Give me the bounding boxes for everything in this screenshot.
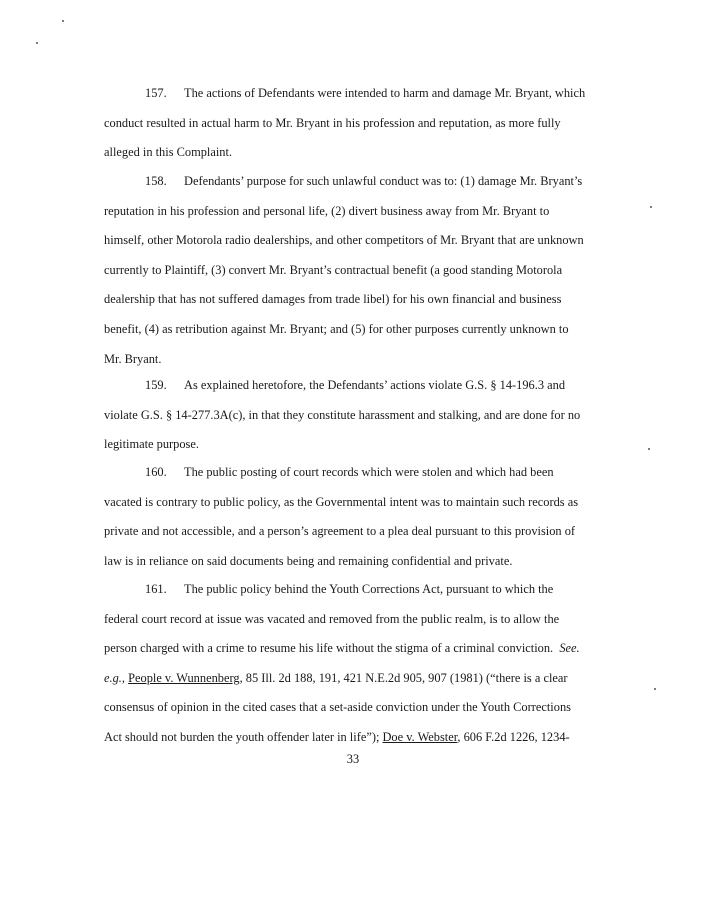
citation-text: Act should not burden the youth offender later in life”); [104,729,383,744]
paragraph-158 [104,167,604,374]
paragraph-number: 160. [145,465,167,479]
scan-speck [650,206,652,208]
paragraph-line: private and not accessible, and a person’s agreement to a plea deal pursuant to this provision of [104,524,576,539]
paragraph-line: Mr. Bryant. [104,351,162,366]
paragraph-number: 161. [145,582,167,596]
paragraph-line: person charged with a crime to resume his life without the stigma of a criminal conviction. [104,641,554,656]
paragraph-line: conduct resulted in actual harm to Mr. Bryant in his profession and reputation, as more fully [104,115,561,130]
signal-see: See. [559,641,580,656]
paragraph-line: federal court record at issue was vacated and removed from the public realm, is to allow the [104,611,560,626]
paragraph-160 [104,458,604,576]
scan-speck [654,688,656,690]
case-name-webster: Doe v. Webster [382,729,458,744]
paragraph-159 [104,371,604,460]
signal-eg: e.g., [104,670,125,685]
paragraph-line: benefit, (4) as retribution against Mr. Bryant; and (5) for other purposes currently unknown to [104,321,569,336]
paragraph-line: dealership that has not suffered damages from trade libel) for his own financial and business [104,292,562,307]
paragraph-line: legitimate purpose. [104,437,199,452]
paragraph-line: law is in reliance on said documents being and remaining confidential and private. [104,553,513,568]
paragraph-number: 157. [145,86,167,100]
paragraph-line: consensus of opinion in the cited cases that a set-aside conviction under the Youth Corrections [104,700,571,715]
paragraph-number: 158. [145,174,167,188]
paragraph-157 [104,79,604,168]
paragraph-line: As explained heretofore, the Defendants’ actions violate G.S. § 14-196.3 and [184,378,566,392]
paragraph-line: violate G.S. § 14-277.3A(c), in that they constitute harassment and stalking, and are done for no [104,407,581,422]
paragraph-line: Defendants’ purpose for such unlawful conduct was to: (1) damage Mr. Bryant’s [184,174,583,188]
paragraph-line: vacated is contrary to public policy, as the Governmental intent was to maintain such records as [104,494,579,509]
paragraph-number: 159. [145,378,167,392]
citation-text: , 606 F.2d 1226, 1234- [457,729,570,744]
paragraph-line: reputation in his profession and personal life, (2) divert business away from Mr. Bryant to [104,203,550,218]
paragraph-line: currently to Plaintiff, (3) convert Mr. Bryant’s contractual benefit (a good standing Motorola [104,262,563,277]
scan-speck [648,448,650,450]
paragraph-line: The public posting of court records which were stolen and which had been [184,465,554,479]
scan-speck [62,20,64,22]
case-name-wunnenberg: People v. Wunnenberg [128,670,240,685]
paragraph-line: The actions of Defendants were intended to harm and damage Mr. Bryant, which [184,86,586,100]
paragraph-line: alleged in this Complaint. [104,145,233,160]
scan-speck [36,42,38,44]
page-number: 33 [346,752,360,766]
citation-text: , 85 Ill. 2d 188, 191, 421 N.E.2d 905, 907 (1981) (“there is a clear [239,670,568,685]
paragraph-line: The public policy behind the Youth Corrections Act, pursuant to which the [184,582,554,596]
paragraph-line: himself, other Motorola radio dealerships, and other competitors of Mr. Bryant that are unknown [104,233,584,248]
paragraph-161 [104,575,604,753]
